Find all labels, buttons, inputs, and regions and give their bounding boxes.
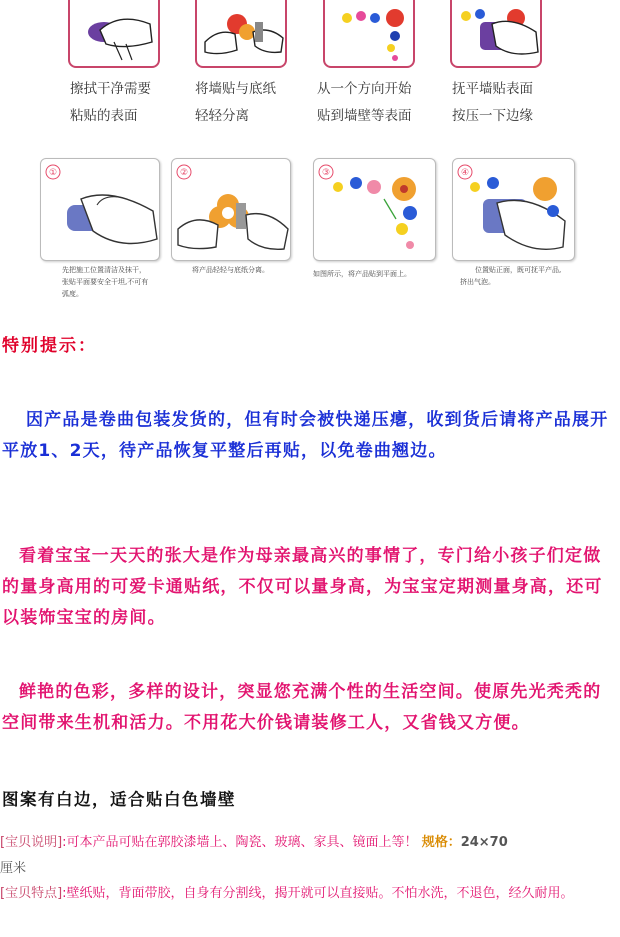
step-3b-number: ③ bbox=[321, 168, 331, 178]
special-tip-paragraph: 因产品是卷曲包装发货的，但有时会被快递压瘪，收到货后请将产品展开平放1、2天，待产品恢复平整后再贴，以免卷曲翘边。 bbox=[2, 410, 609, 461]
step-1-illustration bbox=[68, 0, 160, 68]
desc-text: :可本产品可贴在郭胶漆墙上、陶瓷、玻璃、家具、镜面上等！ bbox=[62, 835, 418, 850]
step-3b-illustration bbox=[313, 158, 436, 261]
step-2-caption: 将墙贴与底纸 轻轻分离 bbox=[195, 81, 276, 124]
intro-paragraph-1: 看着宝宝一天天的张大是作为母亲最高兴的事情了，专门给小孩子们定做的量身高用的可爱卡通贴纸，不仅可以量身高，为宝宝定期测量身高，还可以装饰宝宝的房间。 bbox=[2, 546, 603, 628]
step-2b-number: ② bbox=[179, 168, 189, 178]
step-1b-caption: 先把施工位置清洁及抹干， 张贴平面要安全干坦,不可有 弧度。 bbox=[62, 266, 149, 298]
step-4b-number: ④ bbox=[460, 168, 470, 178]
feature-tag: [宝贝特点] bbox=[0, 886, 63, 901]
desc-tag: [宝贝说明] bbox=[0, 835, 63, 850]
special-tip-heading: 特别提示： bbox=[2, 336, 97, 356]
spec-unit: 厘米 bbox=[0, 861, 27, 876]
feature-text: :壁纸贴，背面带胶，自身有分割线，揭开就可以直接贴。不怕水洗，不退色，经久耐用。 bbox=[62, 886, 574, 901]
step-4b-caption: 位置贴正面，既可抚平产品, 挤出气泡。 bbox=[460, 266, 562, 286]
step-4-caption: 抚平墙贴表面 按压一下边缘 bbox=[452, 81, 533, 124]
white-edge-note: 图案有白边，适合贴白色墙壁 bbox=[2, 790, 236, 809]
step-3-caption: 从一个方向开始 贴到墙壁等表面 bbox=[317, 81, 412, 124]
step-4-illustration bbox=[450, 0, 542, 68]
step-1b-illustration bbox=[40, 158, 160, 261]
step-3-illustration bbox=[323, 0, 415, 68]
product-features bbox=[0, 881, 618, 907]
spec-value: 24×70 bbox=[460, 835, 508, 850]
step-4b-illustration bbox=[452, 158, 575, 261]
step-2-illustration bbox=[195, 0, 287, 68]
step-1-caption: 擦拭干净需要 粘贴的表面 bbox=[70, 81, 151, 124]
step-2b-caption: 将产品轻轻与底纸分离。 bbox=[192, 266, 269, 274]
spec-label: 规格： bbox=[421, 835, 461, 850]
intro-paragraph-2: 鲜艳的色彩，多样的设计，突显您充满个性的生活空间。使原先光秃秃的空间带来生机和活力。不用花大价钱请装修工人，又省钱又方便。 bbox=[2, 682, 602, 733]
step-1b-number: ① bbox=[48, 168, 58, 178]
product-description bbox=[0, 830, 618, 882]
step-2b-illustration bbox=[171, 158, 291, 261]
step-3b-caption: 如图所示，将产品贴到平面上。 bbox=[313, 270, 411, 278]
